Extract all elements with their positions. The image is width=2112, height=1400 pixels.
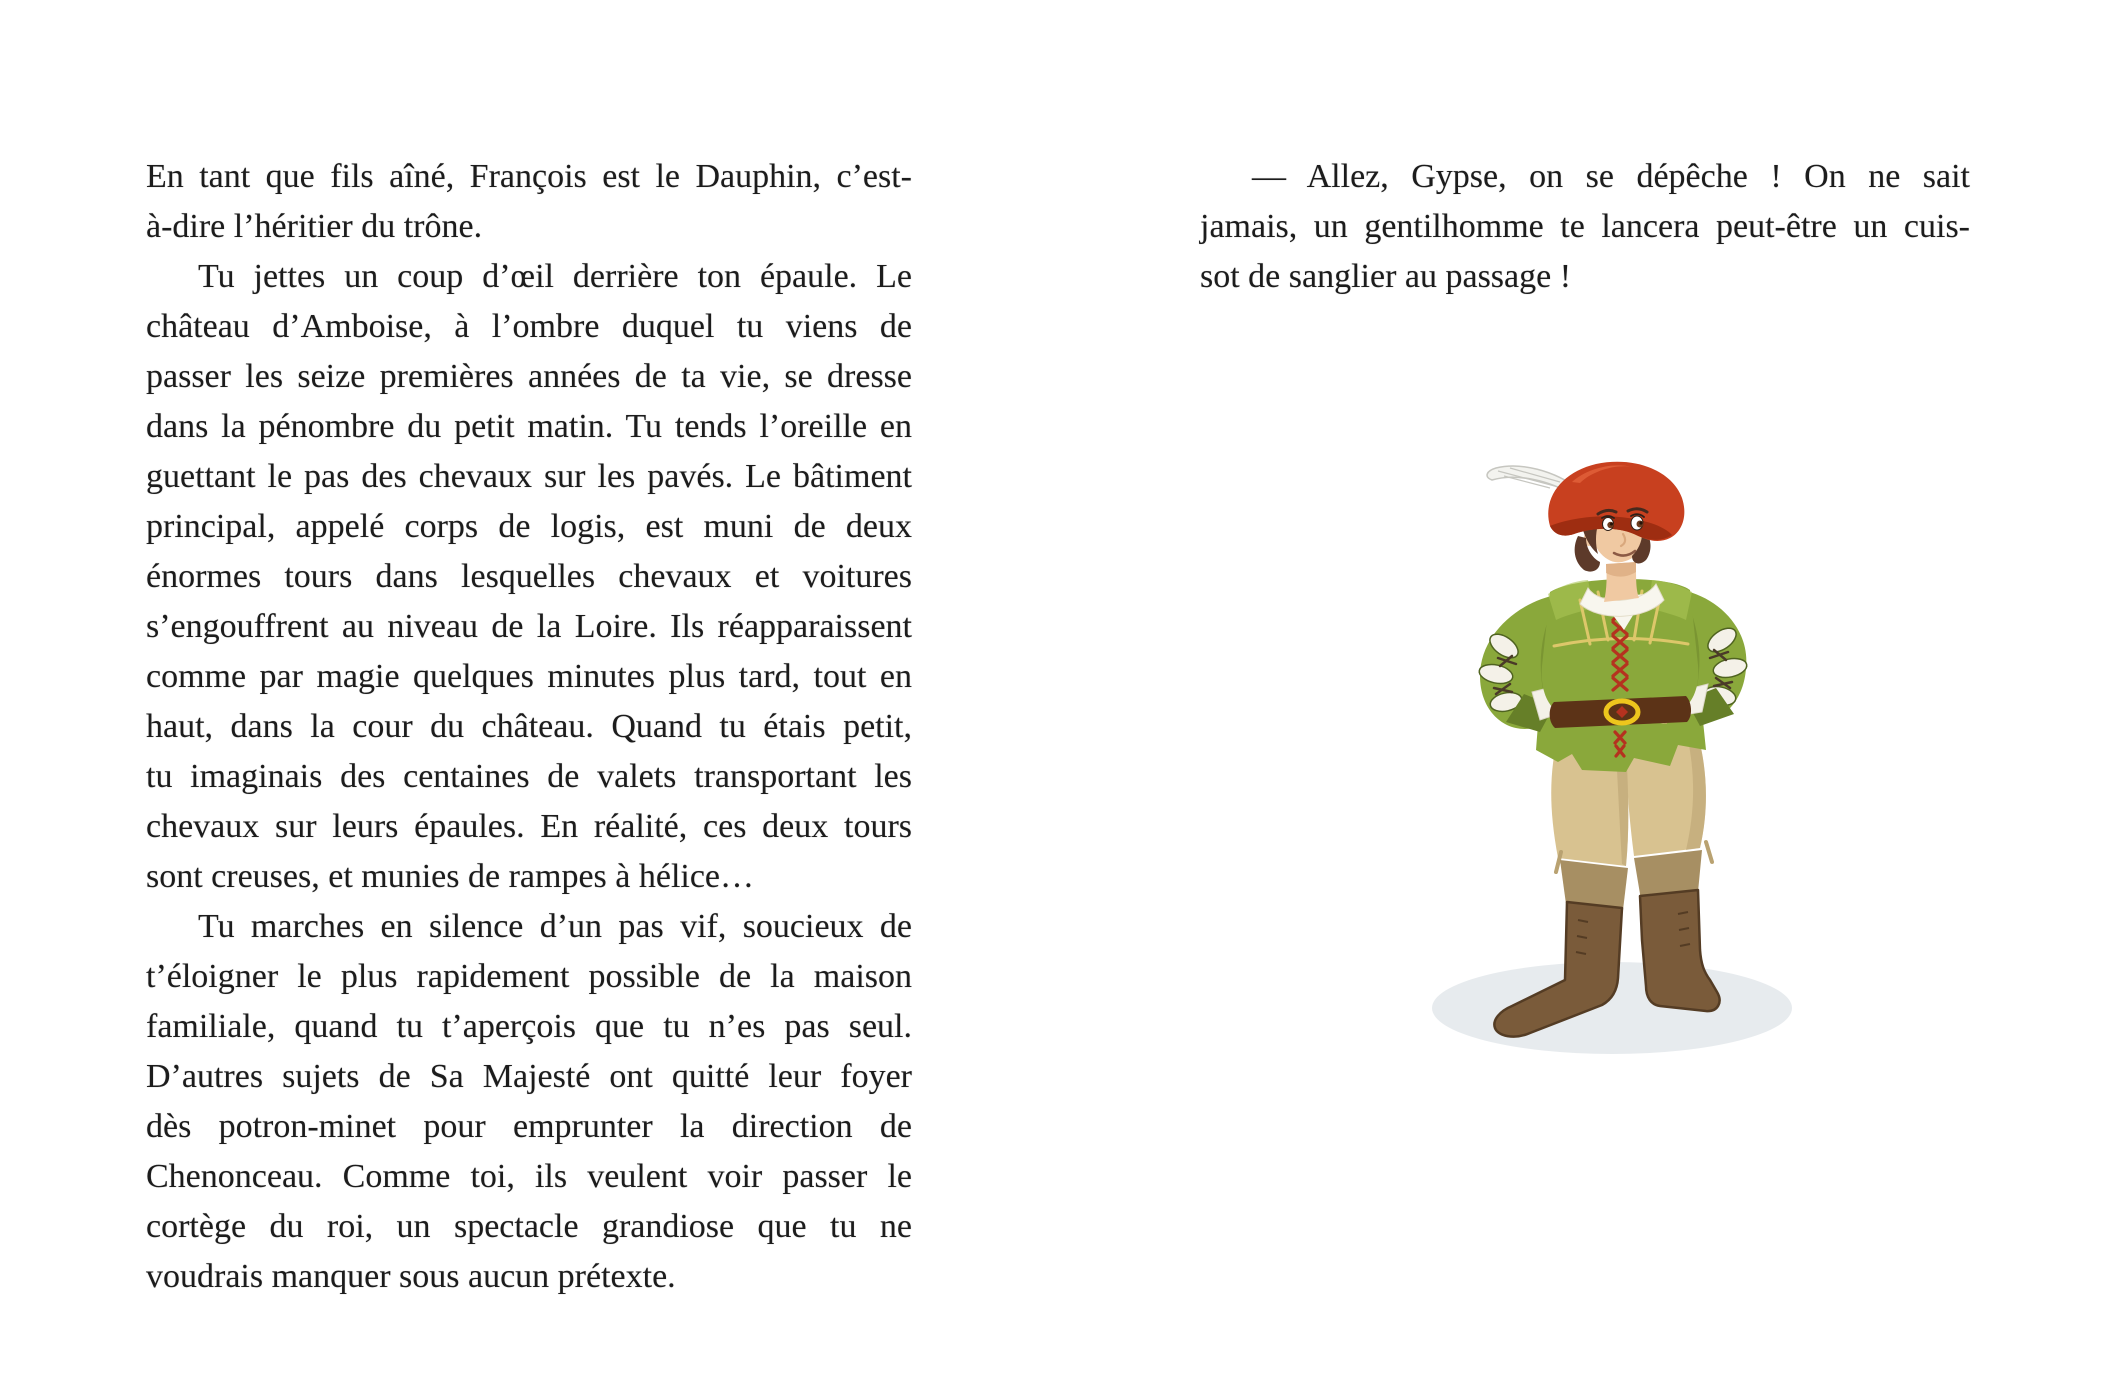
text-line: cortège du roi, un spectacle grandiose que tu ne: [146, 1208, 912, 1245]
text-line: château d’Amboise, à l’ombre duquel tu viens de: [146, 308, 912, 345]
text-line: chevaux sur leurs épaules. En réalité, ces deux tours: [146, 808, 912, 845]
text-line: passer les seize premières années de ta vie, se dresse: [146, 358, 912, 395]
text-line: sont creuses, et munies de rampes à hélice…: [146, 858, 755, 895]
text-line: sot de sanglier au passage !: [1200, 258, 1572, 295]
text-line: — Allez, Gypse, on se dépêche ! On ne sait: [1252, 158, 1970, 195]
text-line: énormes tours dans lesquelles chevaux et voitures: [146, 558, 912, 595]
neck: [1604, 562, 1639, 602]
text-line: jamais, un gentilhomme te lancera peut-être un cuis-: [1200, 208, 1970, 245]
text-line: tu imaginais des centaines de valets transportant les: [146, 758, 912, 795]
text-line: principal, appelé corps de logis, est muni de deux: [146, 508, 912, 545]
text-line: Tu marches en silence d’un pas vif, soucieux de: [198, 908, 912, 945]
text-line: haut, dans la cour du château. Quand tu étais petit,: [146, 708, 912, 745]
hat: [1548, 462, 1684, 541]
right-page-text: [1200, 152, 1970, 302]
text-line: voudrais manquer sous aucun prétexte.: [146, 1258, 676, 1295]
text-line: à-dire l’héritier du trône.: [146, 208, 483, 245]
text-line: dans la pénombre du petit matin. Tu tends l’oreille en: [146, 408, 912, 445]
text-line: t’éloigner le plus rapidement possible de la maison: [146, 958, 912, 995]
text-line: dès potron-minet pour emprunter la direction de: [146, 1108, 912, 1145]
text-line: guettant le pas des chevaux sur les pavés. Le bâtiment: [146, 458, 912, 495]
text-line: Tu jettes un coup d’œil derrière ton épaule. Le: [198, 258, 912, 295]
text-line: comme par magie quelques minutes plus tard, tout en: [146, 658, 912, 695]
left-page-text: [146, 152, 912, 1302]
text-line: D’autres sujets de Sa Majesté ont quitté leur foyer: [146, 1058, 912, 1095]
text-line: familiale, quand tu t’aperçois que tu n’es pas seul.: [146, 1008, 912, 1045]
text-line: En tant que fils aîné, François est le Dauphin, c’est-: [146, 158, 912, 195]
boy-illustration: [1420, 440, 1820, 1070]
text-line: Chenonceau. Comme toi, ils veulent voir passer le: [146, 1158, 912, 1195]
text-line: s’engouffrent au niveau de la Loire. Ils réapparaissent: [146, 608, 912, 645]
